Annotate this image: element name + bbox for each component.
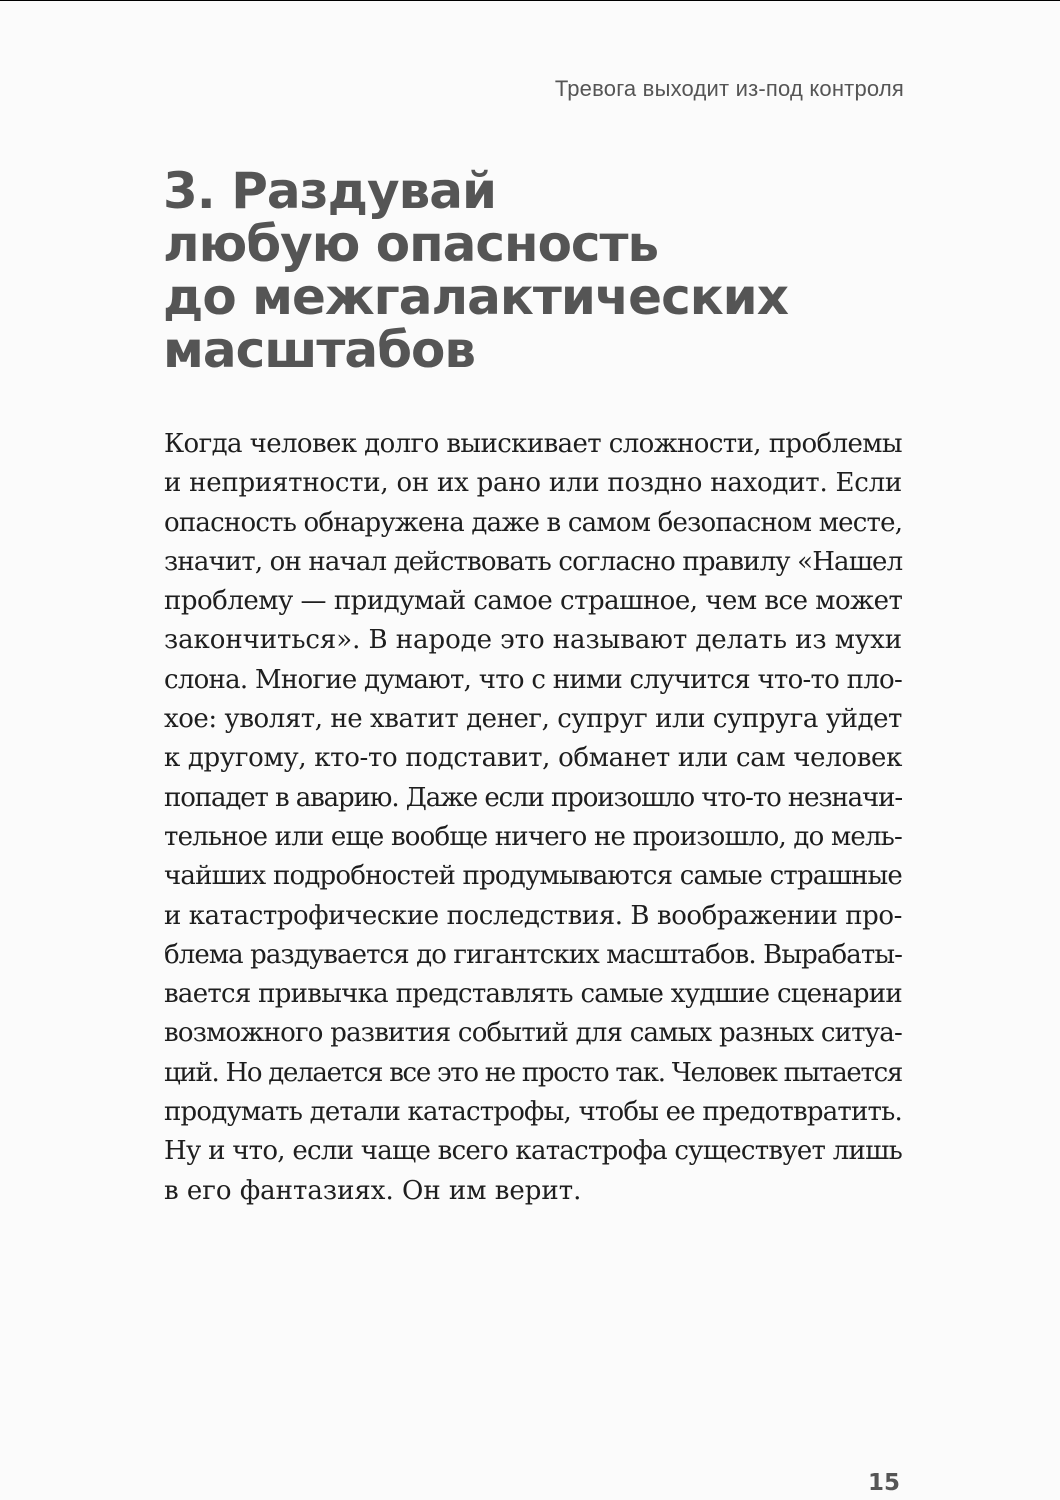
chapter-title [163,162,923,379]
body-line: опасность обнаружена даже в самом безопасном месте, [164,507,903,538]
body-line: хое: уволят, не хватит денег, супруг или супруга уйдет [164,704,902,735]
running-header: Тревога выходит из-под контроля [554,76,904,101]
body-line: Когда человек долго выискивает сложности, проблемы [164,429,902,459]
body-line: ций. Но делается все это не просто так. Человек пытается [164,1057,902,1088]
page-number: 15 [867,1470,900,1496]
body-line: продумать детали катастрофы, чтобы ее предотвратить. [164,1097,902,1128]
chapter-title-line: до межгалактических [163,268,788,326]
body-line: возможного развития событий для самых разных ситуа- [164,1018,902,1049]
body-line: проблему — придумай самое страшное, чем все может [164,586,903,617]
chapter-title-line: масштабов [163,321,475,379]
body-line: попадет в аварию. Даже если произошло что-то незначи- [164,782,902,813]
chapter-title-line: 3. Раздувай [163,162,497,220]
body-line: слона. Многие думают, что с ними случится что-то пло- [164,664,902,695]
body-line: чайших подробностей продумываются самые страшные [164,861,902,892]
top-border-rule [0,0,1060,1]
chapter-title-line: любую опасность [163,215,659,273]
body-line: значит, он начал действовать согласно правилу «Нашел [164,546,903,577]
body-line: закончиться». В народе это называют делать из мухи [164,625,903,656]
body-line: и катастрофические последствия. В воображении про- [164,900,902,931]
body-line: вается привычка представлять самые худшие сценарии [164,979,902,1010]
body-line: к другому, кто-то подставит, обманет или сам человек [164,743,902,774]
body-line: в его фантазиях. Он им верит. [164,1175,582,1206]
body-line: тельное или еще вообще ничего не произошло, до мель- [164,821,902,852]
body-paragraph [164,425,902,1211]
body-line: Ну и что, если чаще всего катастрофа существует лишь [164,1136,902,1167]
body-line: и неприятности, он их рано или поздно находит. Если [164,468,902,499]
body-line: блема раздувается до гигантских масштабов. Вырабаты- [164,939,902,970]
